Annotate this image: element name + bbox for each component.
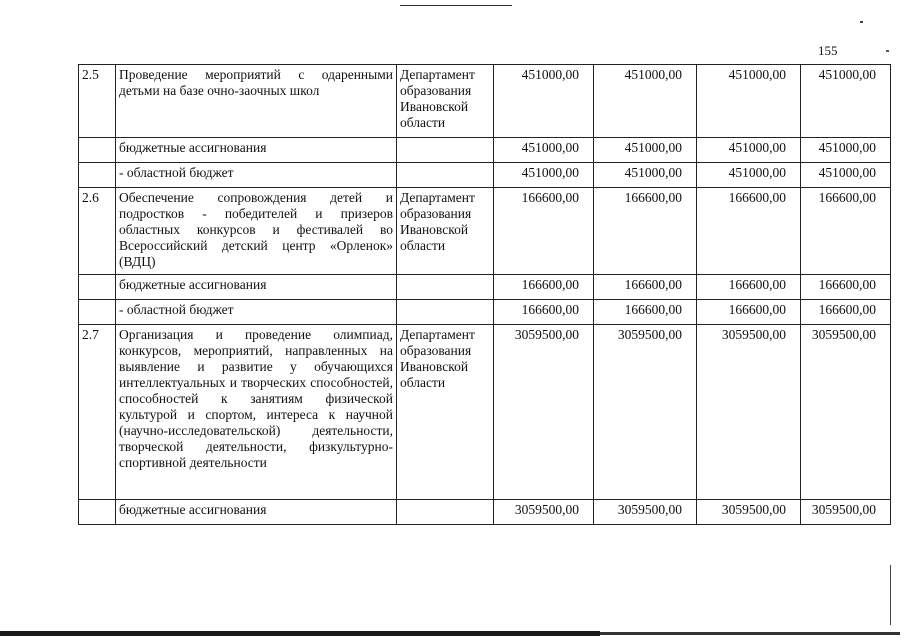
value-cell: 3059500,00 — [594, 500, 697, 525]
value-cell: 3059500,00 — [594, 325, 697, 500]
value-cell: 3059500,00 — [697, 325, 801, 500]
subrow-label: бюджетные ассигнования — [116, 500, 397, 525]
budget-table — [78, 64, 891, 525]
item-code: 2.7 — [79, 325, 116, 500]
empty-cell — [79, 500, 116, 525]
scan-mark — [860, 21, 863, 23]
table-row — [79, 65, 891, 138]
value-cell: 451000,00 — [594, 163, 697, 188]
value-cell: 166600,00 — [594, 188, 697, 275]
value-cell: 451000,00 — [697, 163, 801, 188]
table-row — [79, 188, 891, 275]
value-cell: 166600,00 — [594, 275, 697, 300]
value-cell: 166600,00 — [594, 300, 697, 325]
value-cell: 166600,00 — [801, 300, 891, 325]
bottom-rule — [600, 632, 900, 635]
page-number: 155 — [818, 43, 838, 58]
item-executor: Департамент образования Ивановской области — [397, 325, 494, 500]
value-cell: 451000,00 — [594, 65, 697, 138]
empty-cell — [397, 500, 494, 525]
value-cell: 166600,00 — [697, 275, 801, 300]
subrow-label: - областной бюджет — [116, 163, 397, 188]
value-cell: 451000,00 — [697, 138, 801, 163]
table-row — [79, 300, 891, 325]
empty-cell — [79, 138, 116, 163]
table-row — [79, 275, 891, 300]
value-cell: 3059500,00 — [494, 325, 594, 500]
item-code: 2.6 — [79, 188, 116, 275]
empty-cell — [397, 275, 494, 300]
value-cell: 451000,00 — [594, 138, 697, 163]
value-cell: 451000,00 — [494, 65, 594, 138]
table-row — [79, 500, 891, 525]
value-cell: 451000,00 — [494, 163, 594, 188]
item-description: Организация и проведение олимпиад, конкурсов, мероприятий, направленных на выявление и развитие у обучающихся интеллектуальных и творческих способностей, способностей к занятиям физической культурой и спортом, интереса к научной (научно-исследовательской) деятельности, творческой деятельности, физкультурно-спортивной деятельности — [116, 325, 397, 500]
item-description: Обеспечение сопровождения детей и подростков - победителей и призеров областных конкурсов и фестивалей во Всероссийский детский центр «Орленок» (ВДЦ) — [116, 188, 397, 275]
empty-cell — [397, 163, 494, 188]
item-executor: Департамент образования Ивановской области — [397, 188, 494, 275]
empty-cell — [397, 300, 494, 325]
scan-edge-line — [890, 565, 891, 625]
item-description: Проведение мероприятий с одаренными детьми на базе очно-заочных школ — [116, 65, 397, 138]
value-cell: 3059500,00 — [801, 325, 891, 500]
value-cell: 3059500,00 — [697, 500, 801, 525]
empty-cell — [79, 163, 116, 188]
value-cell: 451000,00 — [697, 65, 801, 138]
scan-mark — [886, 50, 889, 52]
value-cell: 3059500,00 — [494, 500, 594, 525]
value-cell: 166600,00 — [801, 188, 891, 275]
value-cell: 166600,00 — [494, 188, 594, 275]
table-row — [79, 325, 891, 500]
value-cell: 451000,00 — [801, 65, 891, 138]
bottom-rule — [0, 631, 600, 636]
empty-cell — [397, 138, 494, 163]
value-cell: 3059500,00 — [801, 500, 891, 525]
empty-cell — [79, 300, 116, 325]
value-cell: 451000,00 — [494, 138, 594, 163]
value-cell: 451000,00 — [801, 138, 891, 163]
value-cell: 166600,00 — [801, 275, 891, 300]
table-row — [79, 138, 891, 163]
subrow-label: бюджетные ассигнования — [116, 275, 397, 300]
value-cell: 166600,00 — [697, 300, 801, 325]
item-executor: Департамент образования Ивановской области — [397, 65, 494, 138]
value-cell: 451000,00 — [801, 163, 891, 188]
subrow-label: - областной бюджет — [116, 300, 397, 325]
value-cell: 166600,00 — [494, 300, 594, 325]
table-row — [79, 163, 891, 188]
top-rule — [400, 5, 512, 6]
empty-cell — [79, 275, 116, 300]
subrow-label: бюджетные ассигнования — [116, 138, 397, 163]
value-cell: 166600,00 — [494, 275, 594, 300]
item-code: 2.5 — [79, 65, 116, 138]
value-cell: 166600,00 — [697, 188, 801, 275]
